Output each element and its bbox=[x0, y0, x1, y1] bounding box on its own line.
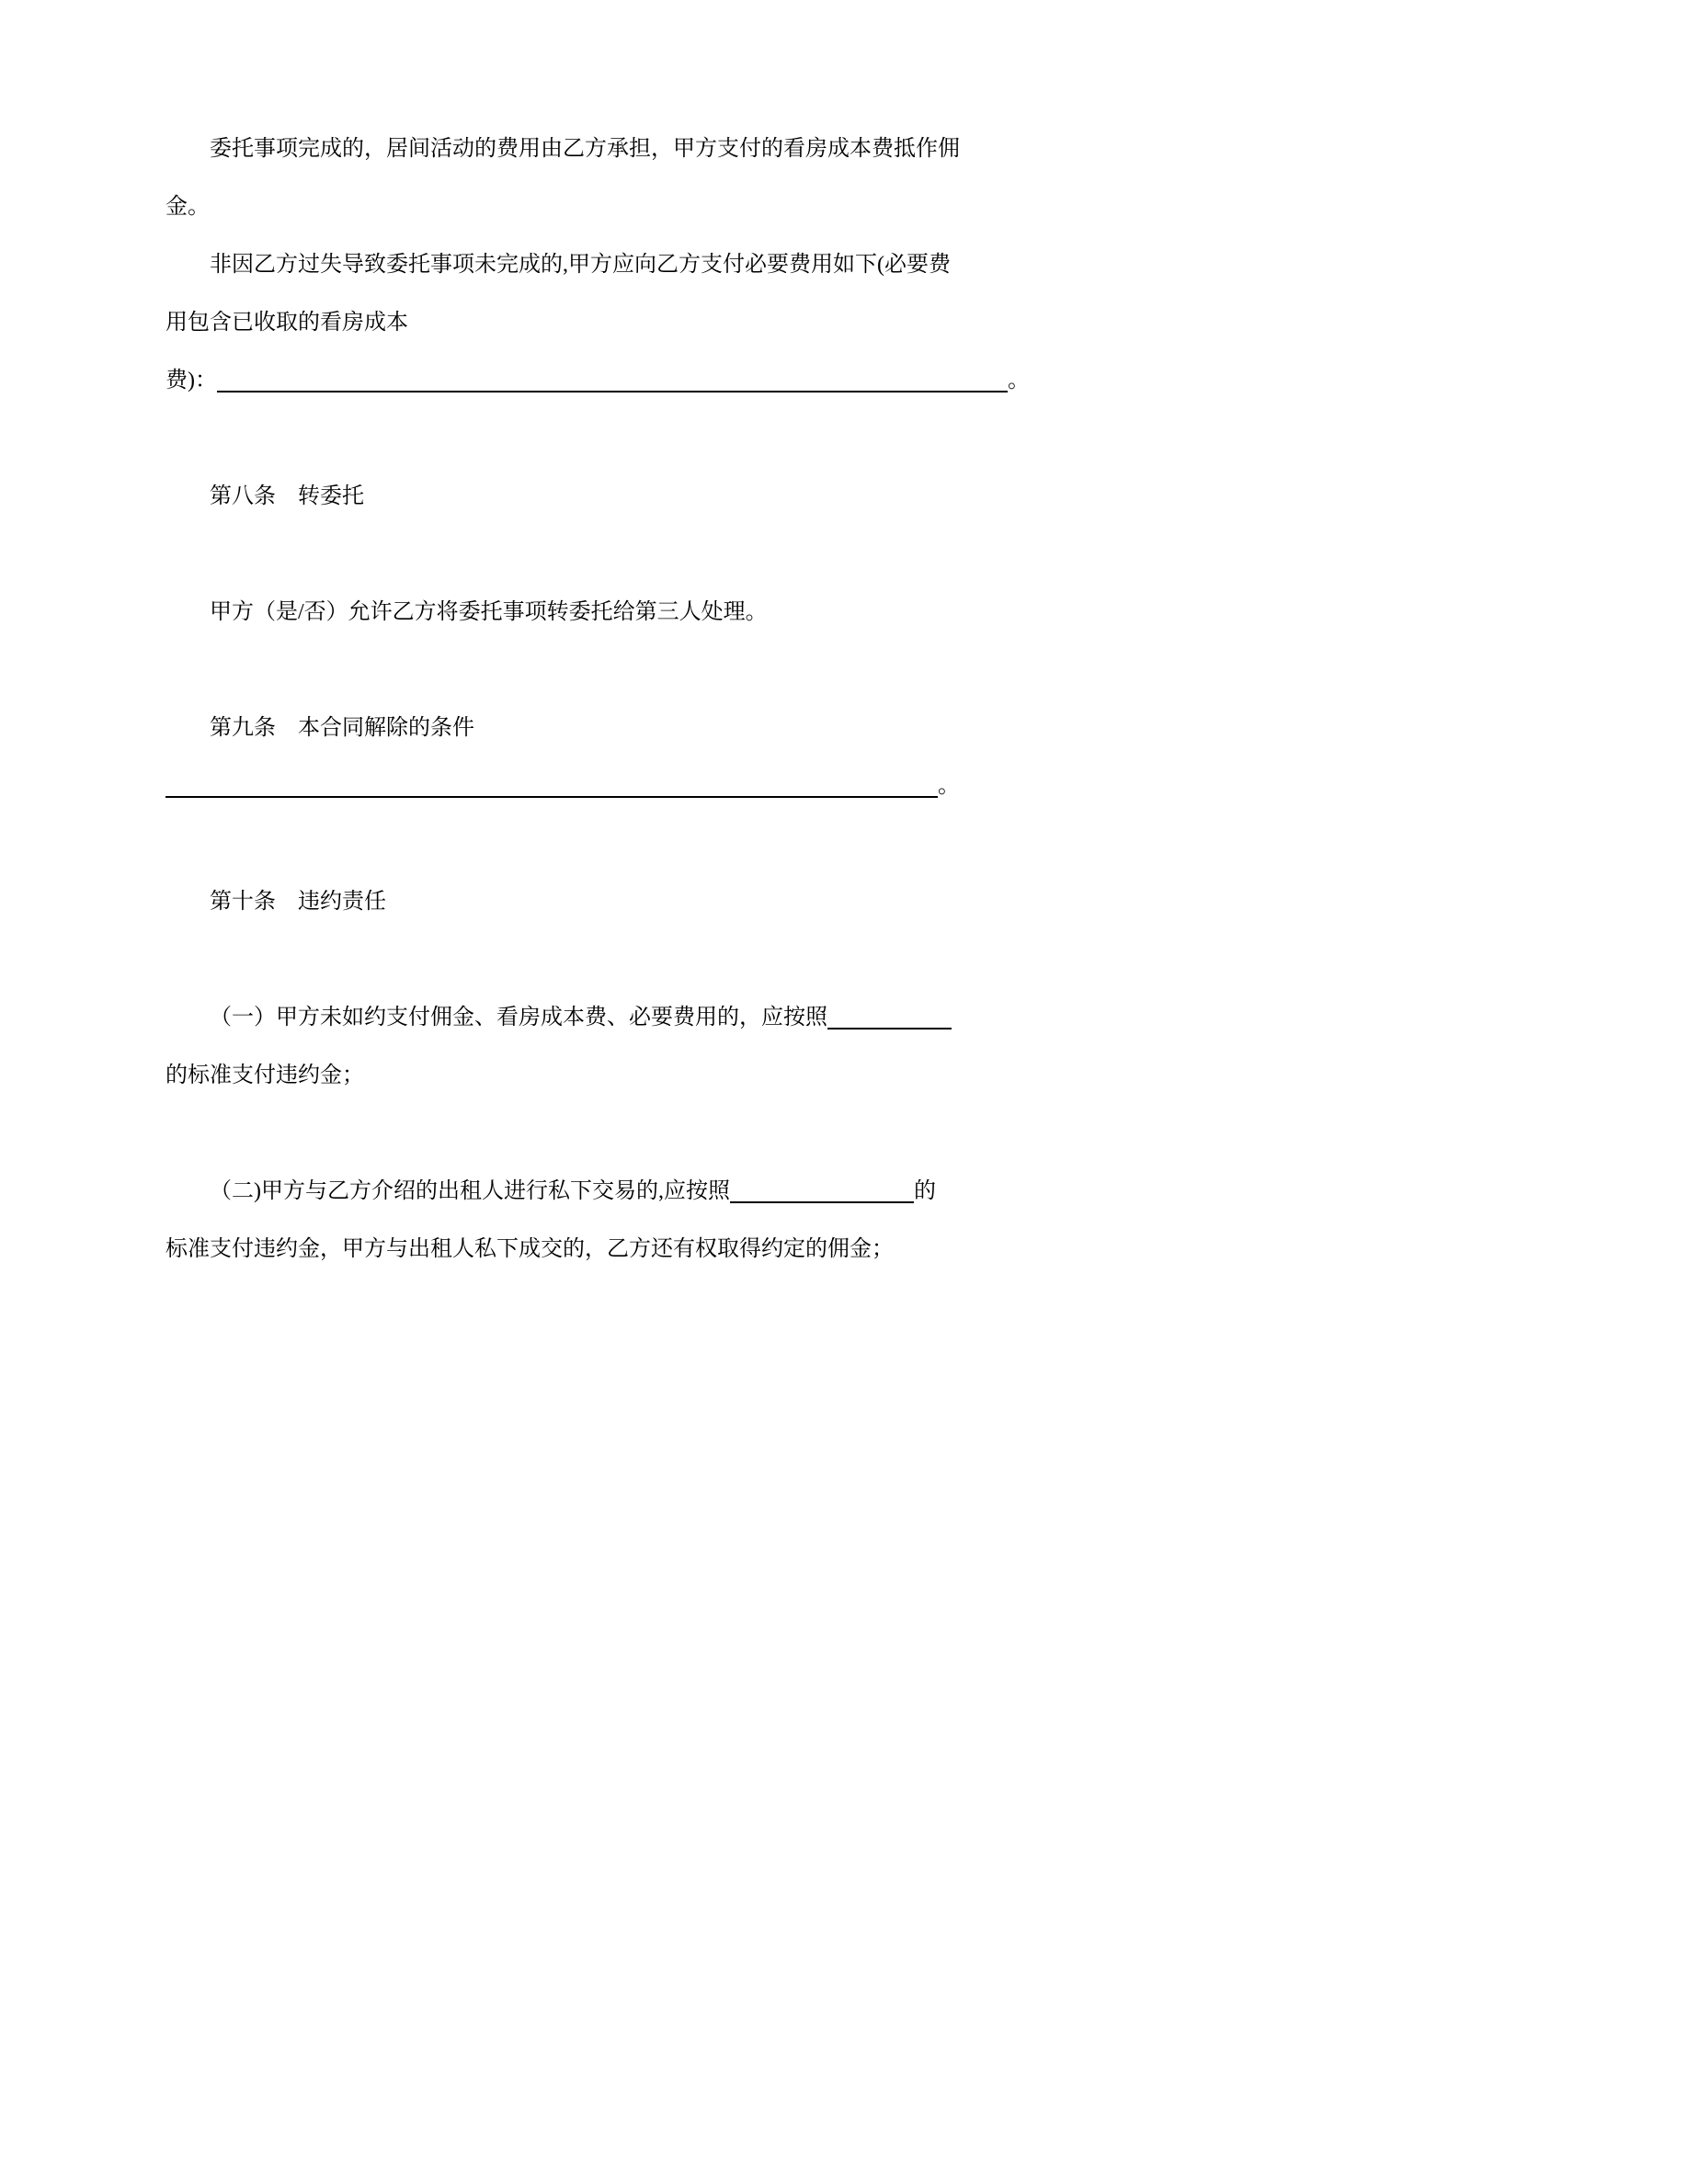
blank-line bbox=[165, 642, 1177, 700]
fill-in-blank bbox=[165, 796, 938, 798]
contract-text-line: 非因乙方过失导致委托事项未完成的,甲方应向乙方支付必要费用如下(必要费 bbox=[210, 253, 951, 277]
text-segment: 费)： bbox=[165, 369, 217, 392]
blank-line bbox=[165, 1105, 1177, 1163]
blank-line bbox=[165, 931, 1177, 989]
fill-in-blank bbox=[730, 1201, 914, 1203]
contract-text-line: 的标准支付违约金； bbox=[165, 1064, 364, 1087]
contract-text-line: 金。 bbox=[165, 195, 210, 219]
contract-text-line: 标准支付违约金，甲方与出租人私下成交的，乙方还有权取得约定的佣金； bbox=[165, 1237, 894, 1261]
blank-line bbox=[165, 526, 1177, 584]
contract-text-line-with-blank bbox=[165, 757, 1177, 815]
text-segment: 的 bbox=[914, 1179, 936, 1203]
blank-line bbox=[165, 410, 1177, 468]
blank-line bbox=[165, 815, 1177, 873]
contract-text-line: 用包含已收取的看房成本 bbox=[165, 311, 408, 335]
period: 。 bbox=[938, 774, 960, 798]
text-segment: （一）甲方未如约支付佣金、看房成本费、必要费用的，应按照 bbox=[210, 1006, 827, 1029]
contract-text-line: 委托事项完成的，居间活动的费用由乙方承担，甲方支付的看房成本费抵作佣 bbox=[210, 137, 960, 161]
fill-in-blank bbox=[217, 391, 1008, 392]
contract-text-line-with-blank bbox=[165, 352, 1177, 410]
contract-body bbox=[165, 120, 1177, 1279]
article-8-heading: 第八条 转委托 bbox=[210, 484, 364, 508]
text-segment: （二)甲方与乙方介绍的出租人进行私下交易的,应按照 bbox=[210, 1179, 730, 1203]
contract-text-line-with-blank bbox=[165, 989, 1177, 1047]
period: 。 bbox=[1008, 369, 1030, 392]
article-10-heading: 第十条 违约责任 bbox=[210, 890, 386, 914]
contract-text-line-with-blank bbox=[165, 1163, 1177, 1221]
contract-text-line: 甲方（是/否）允许乙方将委托事项转委托给第三人处理。 bbox=[210, 600, 768, 624]
fill-in-blank bbox=[827, 1028, 952, 1029]
article-9-heading: 第九条 本合同解除的条件 bbox=[210, 716, 474, 740]
